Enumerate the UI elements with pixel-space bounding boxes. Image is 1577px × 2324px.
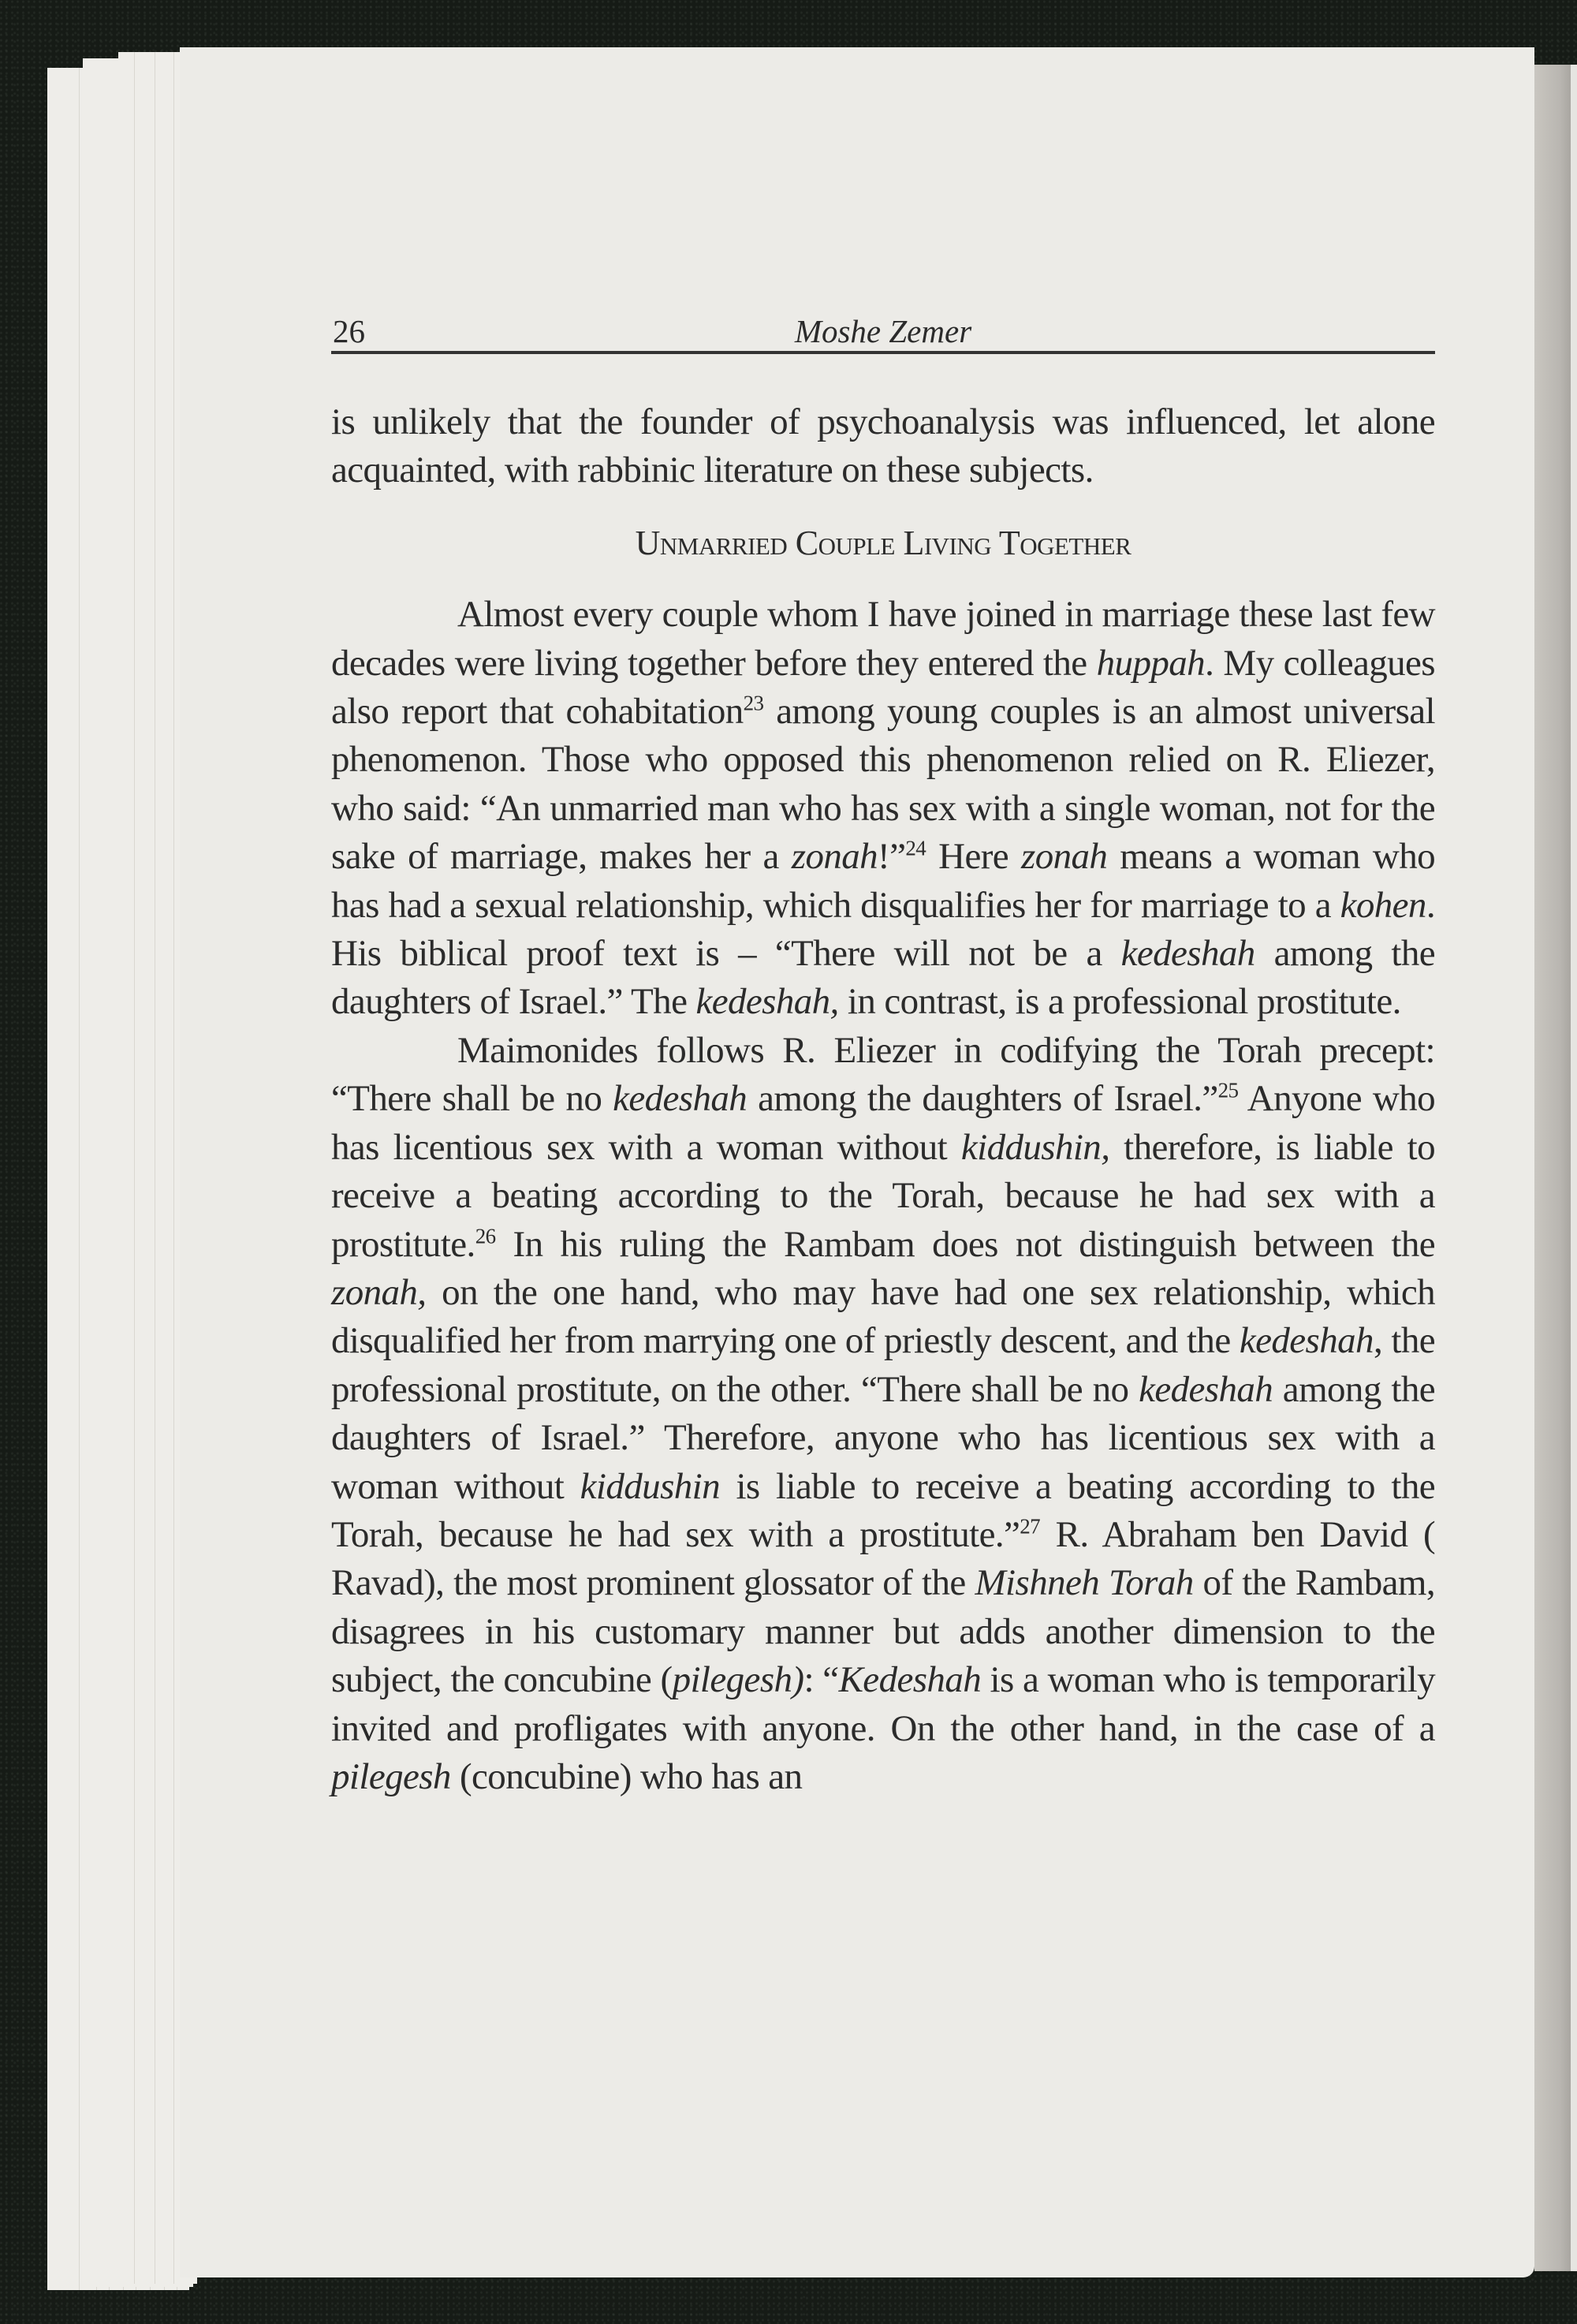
running-head-author: Moshe Zemer	[794, 313, 972, 349]
term-kedeshah: kedeshah	[1139, 1368, 1273, 1410]
running-head	[331, 311, 1435, 354]
footnote-ref-24: 24	[905, 836, 926, 860]
term-kedeshah: kedeshah	[1120, 933, 1255, 975]
facing-page-edge	[1571, 65, 1577, 2271]
intro-paragraph: is unlikely that the founder of psychoanalysis was influenced, let alone acquainted, with rabbinic literature on these subjects.	[331, 401, 1435, 491]
term-kohen: kohen	[1340, 884, 1426, 926]
page-content	[331, 311, 1435, 1801]
paragraph-maimonides: Maimonides follows R. Eliezer in codifying the Torah precept: “There shall be no kedeshah among the daughters of Israel.”$^{25}$ Anyone who has licentious sex with a woman without kiddushin, therefore, is liable to receive a beating according to the Torah, because he had sex with a prostitute.$^{26}$ In his ruling the Rambam does not distinguish between the zonah, on the one hand, who may have had one sex relationship, which disqualified her from marrying one of priestly descent, and the kedeshah, the professional prostitute, on the other. “There shall be no kedeshah among the daughters of Israel.” Therefore, anyone who has licentious sex with a woman without kiddushin is liable to receive a beating according to the Torah, because he had sex with a prostitute.”$^{27}$ R. Abraham ben David ( Ravad), the most prominent glossator of the Mishneh Torah of the Rambam, disagrees in his customary manner but adds another dimension to the subject, the concubine (pilegesh): “Kedeshah is a woman who is temporarily invited and profligates with anyone. On the other hand, in the case of a pilegesh (concubine) who has an	[331, 1029, 1436, 1797]
term-kiddushin: kiddushin	[580, 1465, 721, 1507]
footnote-ref-23: 23	[743, 691, 764, 715]
term-kedeshah: kedeshah	[613, 1078, 747, 1120]
footnote-ref-25: 25	[1217, 1078, 1239, 1102]
book-gutter-shadow	[1534, 65, 1571, 2271]
term-kedeshah: kedeshah	[1239, 1320, 1374, 1362]
page-number: 26	[333, 313, 365, 349]
footnote-ref-27: 27	[1020, 1514, 1041, 1539]
term-huppah: huppah	[1096, 642, 1206, 684]
section-heading: Unmarried Couple Living Together	[635, 523, 1131, 562]
term-pilegesh: pilegesh)	[672, 1659, 804, 1701]
title-mishneh-torah: Mishneh Torah	[975, 1562, 1194, 1604]
paragraph-cohabitation: Almost every couple whom I have joined in marriage these last few decades were living together before they entered the huppah. My colleagues also report that cohabitation$^{23}$ among young couples is an almost universal phenomenon. Those who opposed this phenomenon relied on R. Eliezer, who said: “An unmarried man who has sex with a single woman, not for the sake of marriage, makes her a zonah!”$^{24}$ Here zonah means a woman who has had a sexual relationship, which disqualifies her for marriage to a kohen. His biblical proof text is – “There will not be a kedeshah among the daughters of Israel.” The kedeshah, in contrast, is a professional prostitute.	[331, 594, 1436, 1023]
term-kedeshah: kedeshah,	[695, 981, 839, 1023]
term-kedeshah: Kedeshah	[838, 1659, 982, 1701]
term-kiddushin: kiddushin,	[960, 1126, 1110, 1168]
footnote-ref-26: 26	[475, 1223, 496, 1248]
term-zonah: zonah	[1021, 836, 1108, 878]
term-zonah: zonah,	[331, 1271, 427, 1313]
term-pilegesh: pilegesh	[331, 1755, 451, 1797]
term-zonah: zonah	[791, 836, 878, 878]
body-text	[331, 398, 1435, 1801]
